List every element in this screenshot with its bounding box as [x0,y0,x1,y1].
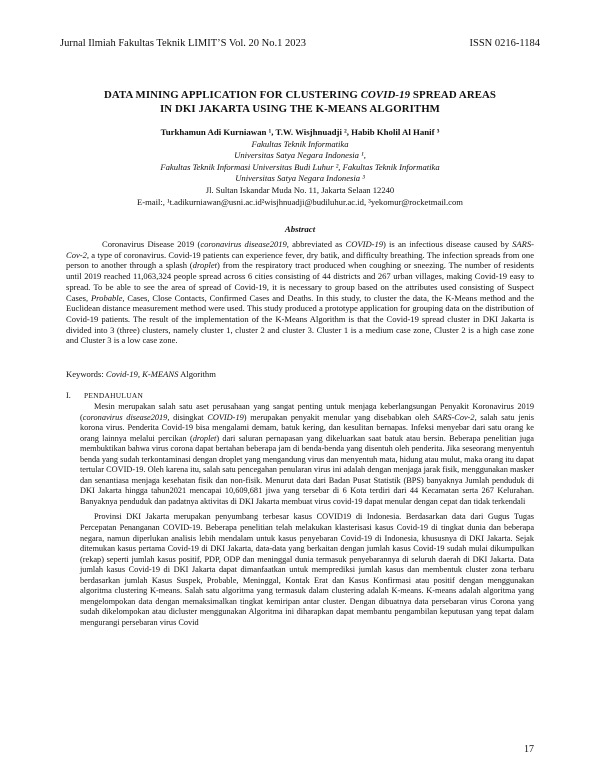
journal-name: Jurnal Ilmiah Fakultas Teknik LIMIT’S Vol. 20 No.1 2023 [60,38,307,49]
abstract-heading: Abstract [284,224,316,234]
paragraph-2: Provinsi DKI Jakarta merupakan penyumbang terbesar kasus COVID19 di Indonesia. Berdasarkan data dari Gugus Tugas Percepatan Penanganan COVID-19. Beberapa penelitian telah melakukan klasterisasi kasus Covid-19 di tingkat dunia dan beberapa negara, namun diperlukan analisis lebih mendalam untuk kasus penyebaran Covid-19 di Indonesia, khususnya di DKI Jakarta. Sejak ditemukan kasus pertama Covid-19 di DKI Jakarta, data-data yang berkaitan dengan jumlah kasus Covid-19 sudah mulai dikumpulkan (rekap) seperti jumlah kasus positif, PDP, ODP dan meninggal dunia termasuk penyebarannya di seluruh daerah di DKI Jakarta. Data jumlah kasus Covid-19 di DKI Jakarta dapat dimanfaatkan untuk memprediksi jumlah kasus dan membentuk cluster zona terbaru berdasarkan jumlah Kasus Suspek, Probable, Meninggal, Kontak Erat dan Kasus Konfirmasi atau positif dengan menggunakan algoritma clustering K-means. Salah satu algoritma yang termasuk dalam clustering adalah K-means. K-means adalah algoritma yang mengelompokan data dengan memaksimalkan tingkat kemiripan antar cluster. Dengan dibuatnya data persebaran virus Corona yang sudah dikelompokan atau dicluster menggunakan Algoritma ini diharapkan dapat membantu pengambilan keputusan yang tepat dalam mengurangi persebaran virus Covid [80,512,534,627]
section-heading [66,391,143,400]
abstract-text: Coronavirus Disease 2019 (coronavirus disease2019, abbreviated as COVID-19) is an infectious disease caused by SARS-Cov-2, a type of coronavirus. Covid-19 patients can experience fever, dry batik, and difficulty breathing. The infection spreads from one person to another through a splash (droplet) from the respiratory tract produced when coughing or sneezing. The number of residents until 2019 reached 11,063,324 people spread across 6 cities consisting of 44 districts and 267 urban villages, making Covid-19 easy to spread. To be able to see the area of spread of Covid-19, it is necessary to group based on the attributes used consisting of Suspect Cases, Probable, Cases, Close Contacts, Confirmed Cases and Deaths. In this study, to cluster the data, the K-Means method and the Euclidean distance measurement method were used. This study produced a prototype application for grouping data on the distribution of Covid-19 patients. The result of the implementation of the K-Means Algorithm is that the Covid-19 spread cluster in DKI Jakarta is divided into 3 (three) clusters, namely cluster 1, cluster 2 and cluster 3. Cluster 1 is a medium case zone, Cluster 2 is a high case zone and Cluster 3 is a low case zone. [66,239,535,346]
author-names: Turkhamun Adi Kurniawan ¹, T.W. Wisjhnuadji ², Habib Kholil Al Hanif ³ [160,127,440,137]
paper-title [60,88,540,116]
affiliation-1: Fakultas Teknik Informatika [251,138,349,149]
affiliation-2: Universitas Satya Negara Indonesia ¹, [234,150,366,161]
affiliation-4: Universitas Satya Negara Indonesia ³ [235,173,365,184]
section-title: PENDAHULUAN [84,391,144,400]
title-line-1: DATA MINING APPLICATION FOR CLUSTERING COVID-19 SPREAD AREAS [103,89,497,101]
email-line: E-mail:, ¹t.adikurniawan@usni.ac.id²wisjhnuadji@budiluhur.ac.id, ³yekomur@rocketmail.com [137,196,463,207]
title-line-2: IN DKI JAKARTA USING THE K-MEANS ALGORITHM [160,103,440,115]
affiliation-3: Fakultas Teknik Informasi Universitas Budi Luhur ², Fakultas Teknik Informatika [160,161,440,172]
address: Jl. Sultan Iskandar Muda No. 11, Jakarta Selaan 12240 [205,184,395,195]
paragraph-1: Mesin merupakan salah satu aset perusahaan yang sangat penting untuk menjaga keberlangsungan Penyakit Koronavirus 2019 (coronavirus disease2019, disingkat COVID-19) merupakan penyakit menular yang disebabkan oleh SARS-Cov-2, salah satu jenis korona virus. Penderita Covid-19 bisa mengalami demam, batuk kering, dan kesulitan bernapas. Infeksi menyebar dari satu orang ke orang lainnya melalui percikan (droplet) dari saluran pernapasan yang dikeluarkan saat batuk atau bersin. Beberapa penelitian juga membuktikan bahwa virus corona dapat bertahan beberapa jam di benda-benda yang disentuh oleh penderita. Jika seseorang menyentuh benda yang sudah terkontaminasi dengan droplet yang mengandung virus dan menyentuh mata, hidung atau mulut, maka orang itu dapat tertular COVID-19. Oleh karena itu, salah satu pencegahan penularan virus ini adalah dengan menjaga jarak fisik, menggunakan masker dan senantiasa menjaga kesehatan fisik dan non-fisik. Menurut data dari Badan Pusat Statistik (BPS) banyaknya Jumlah penduduk di DKI Jakarta hingga tahun2021 mencapai 10,609,681 jiwa yang tersebar di 6 Kota terdiri dari 44 Kecamatan serta 267 Kelurahan. Banyaknya penduduk dan padatnya aktivitas di DKI Jakarta membuat virus covid-19 dapat menular dengan cepat dan tidak terkendali [80,402,534,506]
introduction-body [80,402,534,628]
section-number: I. [66,391,71,400]
issn: ISSN 0216-1184 [469,38,540,49]
page-number: 17 [524,744,534,755]
author-info [60,127,540,208]
keywords: Keywords: Covid-19, K-MEANS Algorithm [66,369,216,379]
